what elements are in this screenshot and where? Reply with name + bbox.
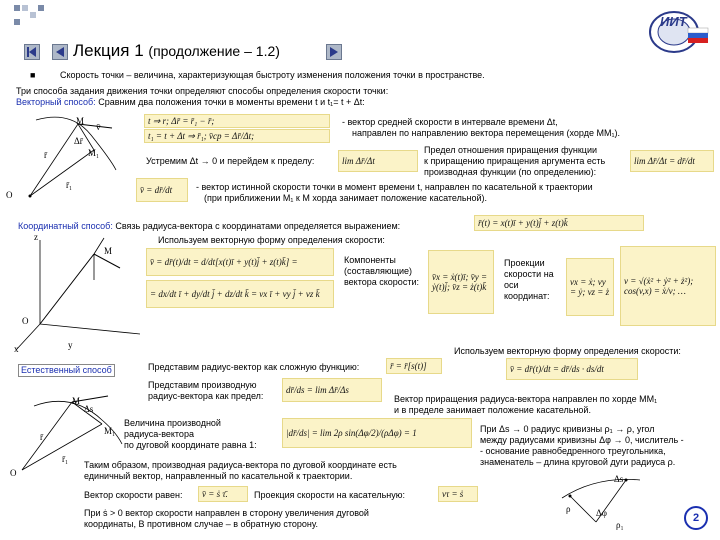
formula-coord-velocity-2: = dx/dt ī + dy/dt j̄ + dz/dt k̄ = vx ī + vy j̄ + vz k̄: [146, 280, 334, 308]
next-slide-button[interactable]: [326, 44, 342, 60]
formula-radius-vector: r̄(t) = x(t)ī + y(t)j̄ + z(t)k̄: [474, 215, 644, 231]
formula-magnitude-one: |dr̄/ds| = lim 2ρ sin(Δφ/2)/(ρΔφ) = 1: [282, 418, 472, 448]
formula-rs: r̄ = r̄[s(t)]: [386, 358, 442, 374]
formula-avg-speed: t₁ = t + Δt ⇒ r̄₁; v̄ср = Δr̄/Δt;: [144, 129, 330, 143]
curvature-text-3: - основание равнобедренного треугольника,: [480, 446, 666, 456]
natural-text2a: Представим производную: [148, 380, 257, 390]
page-number-badge: 2: [684, 506, 708, 530]
unit-vector-text: Таким образом, производная радиуса-вектора по дуговой координате есть: [84, 460, 397, 470]
components-label: Компоненты (составляющие) вектора скорости:: [344, 255, 419, 287]
curvature-text-4: знаменатель – длина круговой дуги радиуса ρ.: [480, 457, 676, 467]
bullet: ■: [30, 70, 36, 80]
limit-desc: Предел отношения приращения функции: [424, 145, 598, 155]
limit-desc-3: производная функции (по определению):: [424, 167, 597, 177]
nat-label-r: r̄: [40, 432, 43, 442]
formula-vtau: vτ = ṡ: [438, 486, 478, 502]
label-v: v̄: [96, 122, 101, 132]
speed-definition: Скорость точки – величина, характеризующая быстроту изменения положения точки в пространстве.: [60, 70, 485, 80]
limit-desc-2: к приращению приращения аргумента есть: [424, 156, 606, 166]
true-speed-desc-2: (при приближении M₁ к M хорда занимает положение касательной).: [204, 193, 488, 203]
label-dr: Δr̄: [74, 136, 83, 146]
label-r: r̄: [44, 150, 47, 160]
tangent-projection-label: Проекция скорости на касательную:: [254, 490, 405, 500]
limit-text: Устремим Δt → 0 и перейдем к пределу:: [146, 156, 315, 166]
avg-speed-desc: - вектор средней скорости в интервале времени Δt,: [342, 117, 558, 127]
nat-label-O: O: [10, 468, 17, 478]
label-M: M: [76, 116, 85, 126]
speed-label: Вектор скорости равен:: [84, 490, 183, 500]
decor-square: [14, 19, 20, 25]
formula-limit-derivative: lim Δr̄/Δt = dr̄/dt: [630, 150, 714, 172]
chord-text-2: и в пределе занимает положение касательной.: [394, 405, 591, 415]
direction-text-2: координаты, В противном случае – в обратную сторону.: [84, 519, 318, 529]
coord-text2: Используем векторную форму определения скорости:: [158, 235, 385, 245]
formula-components: v̄x = ẋ(t)ī; v̄y = ẏ(t)j̄; v̄z = ż(t)k̄: [428, 250, 494, 314]
nat-label-r1: r̄₁: [62, 454, 69, 464]
curvature-figure: [556, 468, 646, 532]
decor-square: [30, 12, 36, 18]
coord-label-z: z: [34, 232, 38, 242]
back-button[interactable]: [52, 44, 68, 60]
curv-label-rho: ρ: [566, 504, 571, 514]
nat-label-ds: Δs: [84, 404, 94, 414]
magnitude-text: Величина производной: [124, 418, 221, 428]
next-icon: [327, 45, 341, 59]
page-title: Лекция 1 (продолжение – 1.2): [73, 41, 280, 60]
coord-label-y: y: [68, 340, 73, 350]
curvature-text-2: между радиусами кривизны Δφ → 0, числитель -: [480, 435, 684, 445]
decor-square: [14, 5, 20, 11]
formula-drds: dr̄/ds = lim Δr̄/Δs: [282, 378, 382, 402]
formula-projections: vx = ẋ; vy = ẏ; vz = ż: [566, 258, 614, 316]
curvature-text: При Δs → 0 радиус кривизны ρ₁ → ρ, угол: [480, 424, 655, 434]
avg-speed-desc-2: направлен по направлению вектора перемещения (хорде MM₁).: [352, 128, 620, 138]
coord-label-x: x: [14, 344, 19, 354]
formula-vs: v̄ = dr̄(t)/dt = dr̄/ds · ds/dt: [506, 358, 638, 380]
coord-label-M: M: [104, 246, 113, 256]
formula-velocity: v̄ = dr̄/dt: [136, 178, 188, 202]
natural-method-label: Естественный способ: [18, 364, 115, 377]
label-O: O: [6, 190, 13, 200]
intro-text: Три способа задания движения точки определяют способы определения скорости точки:: [16, 86, 389, 96]
natural-text2b: радиус-вектора как предел:: [148, 391, 264, 401]
unit-vector-text-2: единичный вектор, направленный по касательной к траектории.: [84, 471, 353, 481]
curv-label-ds: Δs: [614, 474, 624, 484]
decor-square: [38, 5, 44, 11]
use-vector-text: Используем векторную форму определения скорости:: [454, 346, 681, 356]
natural-text1: Представим радиус-вектор как сложную функцию:: [148, 362, 360, 372]
formula-limit: lim Δr̄/Δt: [338, 150, 418, 172]
formula-position: t ⇒ r; Δr̄ = r̄₁ − r̄;: [144, 114, 330, 128]
projections-label: Проекции скорости на оси координат:: [504, 258, 554, 301]
magnitude-text-3: по дуговой координате равна 1:: [124, 440, 257, 450]
curv-label-dphi: Δφ: [596, 508, 607, 518]
prev-icon: [25, 45, 39, 59]
coord-figure: [10, 234, 150, 354]
label-r1: r̄₁: [66, 180, 73, 190]
decor-square: [22, 5, 28, 11]
coord-label-O: O: [22, 316, 29, 326]
prev-slide-button[interactable]: [24, 44, 40, 60]
logo-text: ИИТ: [660, 14, 687, 29]
vector-method-line: Векторный способ: Сравним два положения точки в моменты времени t и t₁= t + Δt:: [16, 97, 365, 107]
coord-method-line: Координатный способ: Связь радиуса-вектора с координатами определяется выражением:: [18, 221, 401, 231]
back-icon: [53, 45, 67, 59]
formula-speed: v̄ = ṡ τ̄.: [198, 486, 248, 502]
label-M1: M₁: [88, 148, 100, 158]
true-speed-desc: - вектор истинной скорости точки в момент времени t, направлен по касательной к траектории: [196, 182, 593, 192]
chord-text: Вектор приращения радиуса-вектора направлен по хорде MM₁: [394, 394, 658, 404]
curv-label-rho1: ρ₁: [616, 520, 624, 530]
direction-text: При ṡ > 0 вектор скорости направлен в сторону увеличения дуговой: [84, 508, 369, 518]
institute-logo: [648, 8, 710, 56]
nat-label-M1: M₁: [104, 426, 116, 436]
formula-coord-velocity: v̄ = dr̄(t)/dt = d/dt[x(t)ī + y(t)j̄ + z(t)k̄] =: [146, 248, 334, 276]
formula-magnitude: v = √(ẋ² + ẏ² + ż²); cos(v,x) = ẋ/v; …: [620, 246, 716, 326]
nat-label-M: M: [72, 396, 81, 406]
magnitude-text-2: радиуса-вектора: [124, 429, 194, 439]
